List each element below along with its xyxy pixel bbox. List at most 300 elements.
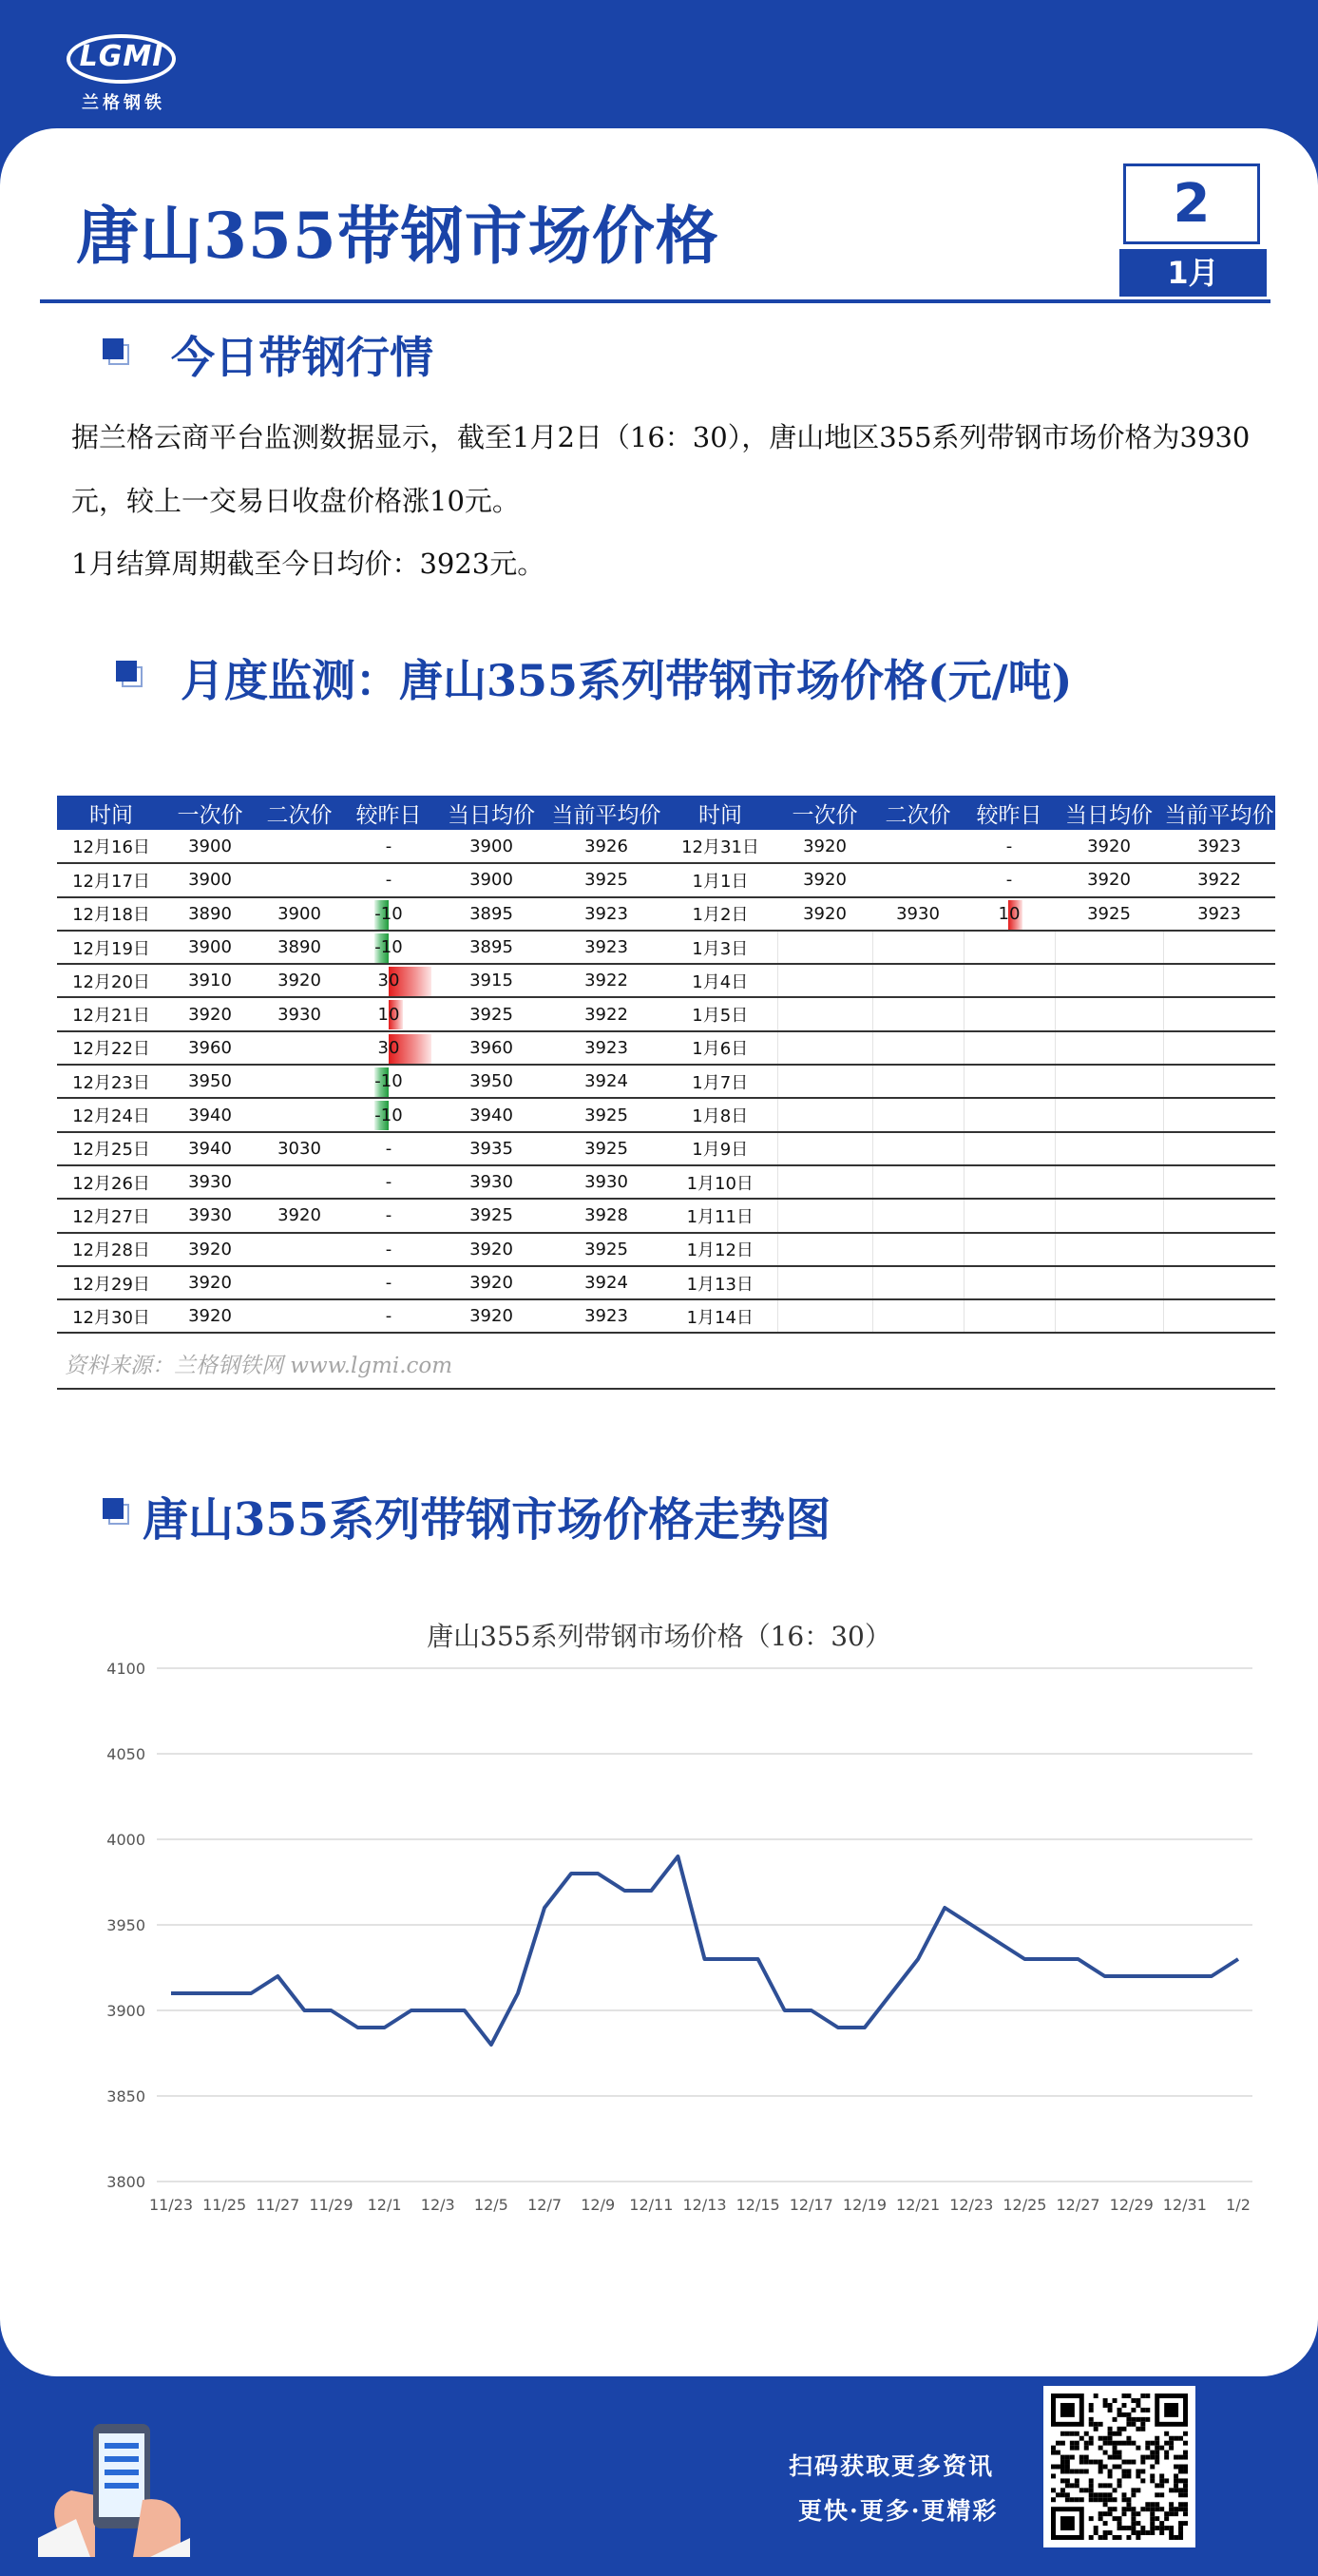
- table-cell: [1163, 931, 1275, 964]
- table-cell-text: 1月9日: [692, 1140, 749, 1161]
- table-cell: [777, 1266, 872, 1299]
- table-cell-text: 12月30日: [72, 1307, 150, 1328]
- table-cell-text: 3920: [188, 1239, 232, 1259]
- table-cell: [344, 1132, 433, 1165]
- table-cell-text: 12月26日: [72, 1173, 150, 1194]
- table-cell: [872, 1299, 964, 1333]
- table-cell: [433, 897, 549, 931]
- table-cell-text: 3925: [584, 1138, 628, 1159]
- table-cell-text: 12月18日: [72, 905, 150, 926]
- table-cell: [1055, 931, 1163, 964]
- table-header-cell: 时间: [663, 796, 777, 830]
- table-cell: [165, 997, 255, 1030]
- table-row: [57, 1266, 1275, 1299]
- table-header-cell: 时间: [57, 796, 165, 830]
- table-cell-text: 3923: [1197, 836, 1241, 856]
- table-cell: [1163, 830, 1275, 863]
- table-cell-text: 12月16日: [72, 837, 150, 858]
- table-cell: [344, 1165, 433, 1199]
- table-row: [57, 1031, 1275, 1065]
- table-cell: [344, 964, 433, 997]
- table-cell: [57, 1299, 165, 1333]
- table-cell: [663, 1199, 777, 1232]
- table-cell-text: -10: [374, 903, 403, 924]
- table-cell: [1055, 1098, 1163, 1131]
- table-cell: [433, 997, 549, 1030]
- table-cell-text: 3900: [469, 870, 513, 891]
- table-cell: [663, 863, 777, 896]
- table-cell-text: 1月3日: [692, 938, 749, 959]
- table-cell: [777, 830, 872, 863]
- table-cell: [777, 1065, 872, 1098]
- section-heading-today: 今日带钢行情: [171, 332, 433, 383]
- table-cell: [433, 1165, 549, 1199]
- table-cell: [1055, 1031, 1163, 1065]
- qr-code-icon: [1051, 2393, 1188, 2540]
- table-cell: [777, 964, 872, 997]
- table-cell: [344, 997, 433, 1030]
- table-cell: [433, 1031, 549, 1065]
- table-cell: [165, 1266, 255, 1299]
- table-cell: [964, 1098, 1055, 1131]
- table-cell: [549, 1065, 663, 1098]
- table-cell-text: 1月14日: [686, 1307, 754, 1328]
- table-cell: [1163, 1031, 1275, 1065]
- table-cell-text: 3895: [469, 903, 513, 924]
- table-cell: [344, 1233, 433, 1266]
- table-cell: [1163, 1199, 1275, 1232]
- table-cell-text: 3900: [188, 870, 232, 891]
- table-cell-text: 3923: [584, 937, 628, 958]
- table-cell-text: 12月22日: [72, 1039, 150, 1060]
- table-cell: [964, 1031, 1055, 1065]
- table-cell: [549, 964, 663, 997]
- table-cell: [964, 897, 1055, 931]
- logo-text: LGMI: [79, 40, 164, 73]
- x-tick-label: 12/29: [1109, 2196, 1154, 2214]
- table-cell: [255, 863, 344, 896]
- logo-chinese-name: 兰格钢铁: [82, 93, 165, 113]
- table-header-cell: 一次价: [777, 796, 872, 830]
- table-cell: [255, 1299, 344, 1333]
- table-cell: [165, 1165, 255, 1199]
- date-day-box: [1123, 163, 1260, 244]
- table-cell: [433, 1299, 549, 1333]
- table-cell-text: -10: [374, 1105, 403, 1125]
- table-cell: [165, 1299, 255, 1333]
- table-cell: [255, 964, 344, 997]
- table-cell-text: 12月21日: [72, 1006, 150, 1027]
- table-cell: [1163, 997, 1275, 1030]
- table-cell: [57, 1233, 165, 1266]
- table-cell: [165, 1098, 255, 1131]
- table-cell: [549, 1031, 663, 1065]
- table-cell-text: 3900: [277, 903, 321, 924]
- table-cell-text: 1月11日: [686, 1206, 754, 1227]
- table-cell-text: 3920: [277, 1205, 321, 1226]
- table-cell-text: 3928: [584, 1205, 628, 1226]
- table-row: [57, 1165, 1275, 1199]
- table-cell: [964, 1266, 1055, 1299]
- section-bullet-icon: [116, 661, 143, 687]
- table-header-cell: 二次价: [255, 796, 344, 830]
- table-cell-text: 3940: [188, 1138, 232, 1159]
- x-tick-label: 12/9: [581, 2196, 616, 2214]
- table-cell: [549, 1266, 663, 1299]
- table-cell: [344, 1065, 433, 1098]
- table-cell-text: 3925: [1087, 903, 1131, 924]
- x-tick-label: 12/15: [735, 2196, 780, 2214]
- table-cell: [964, 964, 1055, 997]
- table-cell-text: 3890: [188, 903, 232, 924]
- table-row: [57, 1299, 1275, 1333]
- table-cell-text: 30: [377, 1037, 400, 1058]
- table-cell: [663, 1031, 777, 1065]
- table-cell-text: -: [385, 1306, 392, 1327]
- table-cell-text: 3922: [584, 1004, 628, 1025]
- table-cell-text: 1月5日: [692, 1006, 749, 1027]
- table-cell-text: 3910: [188, 971, 232, 991]
- table-cell-text: 1月10日: [686, 1173, 754, 1194]
- table-cell: [872, 931, 964, 964]
- table-cell: [344, 1266, 433, 1299]
- table-cell-text: 1月1日: [692, 871, 749, 892]
- table-cell: [1055, 1266, 1163, 1299]
- table-cell-text: 3930: [188, 1172, 232, 1193]
- date-day: 2: [1173, 173, 1211, 235]
- table-cell-text: 3923: [584, 1037, 628, 1058]
- table-cell-text: 3960: [188, 1037, 232, 1058]
- table-cell-text: 3930: [469, 1172, 513, 1193]
- table-cell-text: 3920: [469, 1239, 513, 1259]
- table-cell: [872, 1031, 964, 1065]
- x-tick-label: 12/11: [629, 2196, 674, 2214]
- table-cell-text: 3925: [584, 1105, 628, 1125]
- table-cell: [872, 964, 964, 997]
- table-cell-text: 3940: [188, 1105, 232, 1125]
- table-cell-text: -: [385, 1172, 392, 1193]
- table-cell-text: 3923: [584, 1306, 628, 1327]
- table-cell: [663, 1299, 777, 1333]
- table-cell: [165, 830, 255, 863]
- table-cell: [777, 1299, 872, 1333]
- table-cell: [57, 1199, 165, 1232]
- table-cell: [549, 1165, 663, 1199]
- table-cell-text: 3935: [469, 1138, 513, 1159]
- table-cell-text: 3924: [584, 1273, 628, 1293]
- table-cell: [1055, 1132, 1163, 1165]
- table-row: [57, 863, 1275, 896]
- x-tick-label: 12/23: [949, 2196, 994, 2214]
- date-month: 1月: [1119, 249, 1267, 297]
- table-cell: [165, 964, 255, 997]
- table-cell: [1055, 1065, 1163, 1098]
- table-cell: [165, 931, 255, 964]
- table-header-cell: 当日均价: [433, 796, 549, 830]
- table-cell: [549, 897, 663, 931]
- table-cell: [872, 997, 964, 1030]
- x-tick-label: 1/2: [1226, 2196, 1251, 2214]
- table-cell-text: 1月6日: [692, 1039, 749, 1060]
- table-cell: [964, 1065, 1055, 1098]
- table-cell: [663, 1065, 777, 1098]
- table-cell: [1055, 1199, 1163, 1232]
- table-cell: [255, 1065, 344, 1098]
- table-cell-text: 3950: [469, 1071, 513, 1092]
- y-tick-label: 3850: [106, 2087, 145, 2105]
- phone-hand-icon: [38, 2414, 190, 2557]
- table-header-cell: 一次价: [165, 796, 255, 830]
- table-cell: [433, 1098, 549, 1131]
- table-cell: [165, 1199, 255, 1232]
- table-cell: [57, 897, 165, 931]
- table-cell: [964, 830, 1055, 863]
- x-tick-label: 11/25: [202, 2196, 247, 2214]
- table-cell-text: 10: [377, 1004, 400, 1025]
- table-cell: [1055, 863, 1163, 896]
- table-cell: [344, 830, 433, 863]
- table-cell-text: -10: [374, 1071, 403, 1092]
- qr-code[interactable]: [1043, 2386, 1195, 2547]
- table-cell: [165, 1065, 255, 1098]
- table-cell-text: 12月19日: [72, 938, 150, 959]
- table-cell-text: 3920: [1087, 870, 1131, 891]
- table-cell: [57, 1165, 165, 1199]
- table-header-cell: 当前平均价: [549, 796, 663, 830]
- table-cell: [1055, 1165, 1163, 1199]
- table-cell-text: 3920: [469, 1273, 513, 1293]
- table-cell: [777, 1098, 872, 1131]
- table-cell: [964, 1132, 1055, 1165]
- table-cell: [57, 1266, 165, 1299]
- table-cell: [872, 1233, 964, 1266]
- table-cell: [964, 1233, 1055, 1266]
- table-cell-text: 3925: [584, 870, 628, 891]
- table-cell-text: 12月23日: [72, 1072, 150, 1093]
- section-heading-monthly: 月度监测：唐山355系列带钢市场价格(元/吨): [181, 655, 1073, 706]
- table-cell: [777, 1233, 872, 1266]
- table-cell-text: 3940: [469, 1105, 513, 1125]
- table-cell: [1055, 1233, 1163, 1266]
- table-cell: [777, 897, 872, 931]
- table-row: [57, 1098, 1275, 1131]
- table-cell: [1163, 1098, 1275, 1131]
- y-tick-label: 3950: [106, 1916, 145, 1934]
- table-cell: [344, 1299, 433, 1333]
- section-bullet-icon: [103, 1498, 129, 1525]
- table-cell-text: 12月25日: [72, 1140, 150, 1161]
- price-table: [57, 796, 1275, 1334]
- x-tick-label: 12/25: [1003, 2196, 1047, 2214]
- table-cell-text: 3922: [584, 971, 628, 991]
- table-cell: [255, 897, 344, 931]
- table-cell: [344, 1098, 433, 1131]
- table-cell-text: 30: [377, 971, 400, 991]
- table-cell-text: 1月2日: [692, 905, 749, 926]
- table-cell: [433, 964, 549, 997]
- table-cell-text: 3925: [469, 1004, 513, 1025]
- table-cell: [549, 830, 663, 863]
- table-row: [57, 1233, 1275, 1266]
- table-cell-text: 1月13日: [686, 1274, 754, 1295]
- table-cell: [1163, 1132, 1275, 1165]
- table-cell: [433, 1199, 549, 1232]
- table-cell: [1163, 1065, 1275, 1098]
- table-cell: [344, 897, 433, 931]
- table-row: [57, 997, 1275, 1030]
- table-cell: [663, 1098, 777, 1131]
- table-cell-text: 3920: [803, 836, 847, 856]
- x-tick-label: 12/17: [789, 2196, 833, 2214]
- table-cell-text: 12月27日: [72, 1206, 150, 1227]
- table-cell: [964, 1199, 1055, 1232]
- table-cell: [255, 1031, 344, 1065]
- table-cell: [777, 1031, 872, 1065]
- table-cell: [872, 1199, 964, 1232]
- table-cell: [964, 931, 1055, 964]
- table-cell: [255, 1266, 344, 1299]
- table-cell: [872, 863, 964, 896]
- table-cell-text: 3950: [188, 1071, 232, 1092]
- table-cell: [165, 1233, 255, 1266]
- table-row: [57, 964, 1275, 997]
- table-cell: [872, 1098, 964, 1131]
- table-cell: [255, 931, 344, 964]
- table-cell: [663, 997, 777, 1030]
- footer-scan-text: 扫码获取更多资讯: [789, 2452, 995, 2480]
- table-cell: [663, 964, 777, 997]
- table-cell: [663, 931, 777, 964]
- table-cell: [872, 1165, 964, 1199]
- table-cell: [777, 1165, 872, 1199]
- table-header-cell: 当日均价: [1055, 796, 1163, 830]
- table-cell: [255, 1098, 344, 1131]
- table-cell: [1163, 897, 1275, 931]
- table-cell-text: 3930: [584, 1172, 628, 1193]
- market-summary-text: 据兰格云商平台监测数据显示，截至1月2日（16：30），唐山地区355系列带钢市场价格为3930元，较上一交易日收盘价格涨10元。: [71, 421, 1251, 517]
- table-cell-text: 3923: [584, 903, 628, 924]
- table-cell-text: 3922: [1197, 870, 1241, 891]
- table-cell: [964, 1299, 1055, 1333]
- table-cell-text: -10: [374, 937, 403, 958]
- table-cell-text: 1月12日: [686, 1240, 754, 1261]
- table-cell-text: 3920: [803, 903, 847, 924]
- table-cell-text: 3895: [469, 937, 513, 958]
- table-cell: [255, 1165, 344, 1199]
- table-cell: [1163, 1165, 1275, 1199]
- table-cell-text: 12月28日: [72, 1240, 150, 1261]
- table-cell-text: -: [1005, 836, 1013, 856]
- table-cell: [57, 1065, 165, 1098]
- table-cell-text: -: [385, 1273, 392, 1293]
- x-tick-label: 12/5: [473, 2196, 508, 2214]
- table-cell-text: -: [385, 1138, 392, 1159]
- table-cell: [57, 863, 165, 896]
- table-cell: [777, 997, 872, 1030]
- table-cell-text: 3920: [188, 1004, 232, 1025]
- table-cell: [165, 1132, 255, 1165]
- y-tick-label: 3800: [106, 2173, 145, 2191]
- table-cell: [255, 1199, 344, 1232]
- title-divider: [40, 299, 1270, 303]
- table-cell-text: 3923: [1197, 903, 1241, 924]
- table-cell: [964, 997, 1055, 1030]
- table-cell-text: 12月29日: [72, 1274, 150, 1295]
- table-cell: [549, 1299, 663, 1333]
- table-cell: [57, 1031, 165, 1065]
- table-cell: [663, 1233, 777, 1266]
- table-cell-text: 12月20日: [72, 971, 150, 992]
- table-cell: [1163, 1233, 1275, 1266]
- table-cell: [1055, 1299, 1163, 1333]
- table-cell: [255, 997, 344, 1030]
- table-cell: [255, 1132, 344, 1165]
- section-heading-trend: 唐山355系列带钢市场价格走势图: [143, 1493, 831, 1547]
- table-cell: [663, 1132, 777, 1165]
- x-tick-label: 12/31: [1162, 2196, 1207, 2214]
- table-cell: [433, 830, 549, 863]
- table-cell-text: -: [385, 1205, 392, 1226]
- table-row: [57, 1199, 1275, 1232]
- chart-title: 唐山355系列带钢市场价格（16：30）: [427, 1621, 891, 1652]
- table-cell-text: 3900: [188, 937, 232, 958]
- table-cell: [57, 1098, 165, 1131]
- x-tick-label: 12/3: [420, 2196, 455, 2214]
- table-cell: [1163, 1299, 1275, 1333]
- x-tick-label: 11/29: [309, 2196, 353, 2214]
- x-tick-label: 11/23: [148, 2196, 194, 2214]
- table-row: [57, 830, 1275, 863]
- table-cell-text: 12月24日: [72, 1106, 150, 1127]
- table-cell-text: 3920: [277, 971, 321, 991]
- table-cell-text: 3926: [584, 836, 628, 856]
- table-cell: [1055, 830, 1163, 863]
- table-cell: [57, 997, 165, 1030]
- table-cell: [777, 1199, 872, 1232]
- table-cell: [165, 897, 255, 931]
- monthly-average-text: 1月结算周期截至今日均价：3923元。: [71, 548, 545, 580]
- table-cell-text: 10: [998, 903, 1021, 924]
- table-cell: [1163, 964, 1275, 997]
- table-row: [57, 897, 1275, 931]
- table-cell-text: -: [1005, 870, 1013, 891]
- table-cell-text: -: [385, 870, 392, 891]
- table-cell: [165, 863, 255, 896]
- section-bullet-icon: [103, 338, 129, 365]
- table-cell-text: 3960: [469, 1037, 513, 1058]
- table-cell: [663, 1165, 777, 1199]
- table-cell-text: 3890: [277, 937, 321, 958]
- table-cell: [549, 1199, 663, 1232]
- table-header-cell: 较昨日: [344, 796, 433, 830]
- table-cell: [777, 931, 872, 964]
- table-cell: [1055, 897, 1163, 931]
- table-cell-text: 3915: [469, 971, 513, 991]
- table-cell: [344, 1199, 433, 1232]
- lgmi-logo: [67, 27, 181, 112]
- table-cell-text: 3925: [584, 1239, 628, 1259]
- table-cell: [872, 897, 964, 931]
- table-cell: [344, 931, 433, 964]
- table-cell: [549, 1132, 663, 1165]
- table-cell: [433, 1233, 549, 1266]
- table-header-cell: 较昨日: [964, 796, 1055, 830]
- table-row: [57, 1132, 1275, 1165]
- series-line: [171, 1856, 1238, 2045]
- table-cell: [433, 931, 549, 964]
- table-header-cell: 当前平均价: [1163, 796, 1275, 830]
- x-tick-label: 12/1: [367, 2196, 402, 2214]
